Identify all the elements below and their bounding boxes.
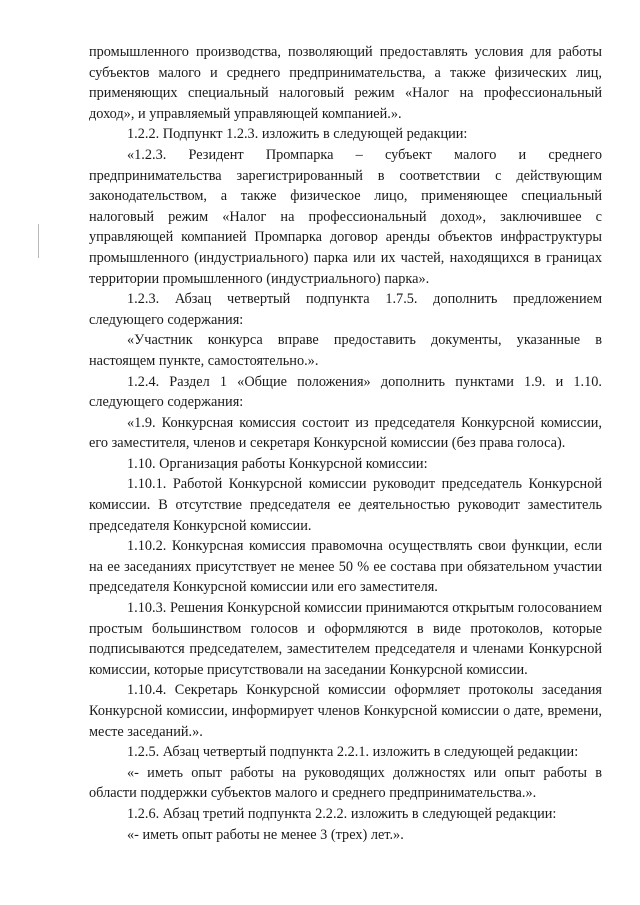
paragraph-1-2-2: 1.2.2. Подпункт 1.2.3. изложить в следующей редакции: [127, 126, 468, 143]
margin-mark [38, 224, 39, 258]
paragraph-1-10-3: 1.10.3. Решения Конкурсной комиссии принимаются открытым голосованием простым большинством голосов и оформляются в виде протоколов, которые подписываются председателем, заместителем председателя и членами Конкурсной комиссии, которые присутствовали на заседании Конкурсной комиссии. [89, 600, 602, 678]
paragraph-1-10-1: 1.10.1. Работой Конкурсной комиссии руководит председатель Конкурсной комиссии. В отсутствие председателя ее деятельностью руководит заместитель председателя Конкурсной комиссии. [89, 476, 602, 534]
paragraph-1-2-3-quote: «1.2.3. Резидент Промпарка – субъект малого и среднего предпринимательства зарегистрированный в соответствии с действующим законодательством, а также физическое лицо, применяющее специальный налоговый режим «Налог на профессиональный доход», заключившее с управляющей компанией Промпарка договор аренды объектов инфраструктуры промышленного (индустриального) парка или их частей, находящихся в границах территории промышленного (индустриального) парка». [89, 146, 602, 287]
paragraph-1-9: «1.9. Конкурсная комиссия состоит из председателя Конкурсной комиссии, его заместителя, членов и секретаря Конкурсной комиссии (без права голоса). [89, 414, 602, 452]
paragraph-1-2-5: 1.2.5. Абзац четвертый подпункта 2.2.1. изложить в следующей редакции: [127, 744, 579, 761]
paragraph-1-2-3: 1.2.3. Абзац четвертый подпункта 1.7.5. дополнить предложением следующего содержания: [89, 291, 602, 328]
paragraph-continuation: промышленного производства, позволяющий предоставлять условия для работы субъектов малого и среднего предпринимательства, а также физических лиц, применяющих специальный налоговый режим «Налог на профессиональный доход», и управляемый управляющей компанией.». [89, 44, 602, 122]
paragraph-experience-quote: «- иметь опыт работы на руководящих должностях или опыт работы в области поддержки субъектов малого и среднего предпринимательства.». [89, 764, 602, 802]
paragraph-three-years-quote: «- иметь опыт работы не менее 3 (трех) лет.». [127, 826, 404, 843]
paragraph-1-10-4: 1.10.4. Секретарь Конкурсной комиссии оформляет протоколы заседания Конкурсной комиссии, информирует членов Конкурсной комиссии о дате, времени, месте заседаний.». [89, 682, 602, 740]
document-body [89, 42, 602, 845]
paragraph-1-2-6: 1.2.6. Абзац третий подпункта 2.2.2. изложить в следующей редакции: [127, 805, 557, 822]
paragraph-1-2-4: 1.2.4. Раздел 1 «Общие положения» дополнить пунктами 1.9. и 1.10. следующего содержания: [89, 373, 602, 411]
paragraph-1-10: 1.10. Организация работы Конкурсной комиссии: [127, 455, 428, 472]
paragraph-1-10-2: 1.10.2. Конкурсная комиссия правомочна осуществлять свои функции, если на ее заседаниях присутствует не менее 50 % ее состава при обязательном участии председателя Конкурсной комиссии или его заместителя. [89, 538, 602, 596]
paragraph-participant-quote: «Участник конкурса вправе предоставить документы, указанные в настоящем пункте, самостоятельно.». [89, 332, 602, 369]
